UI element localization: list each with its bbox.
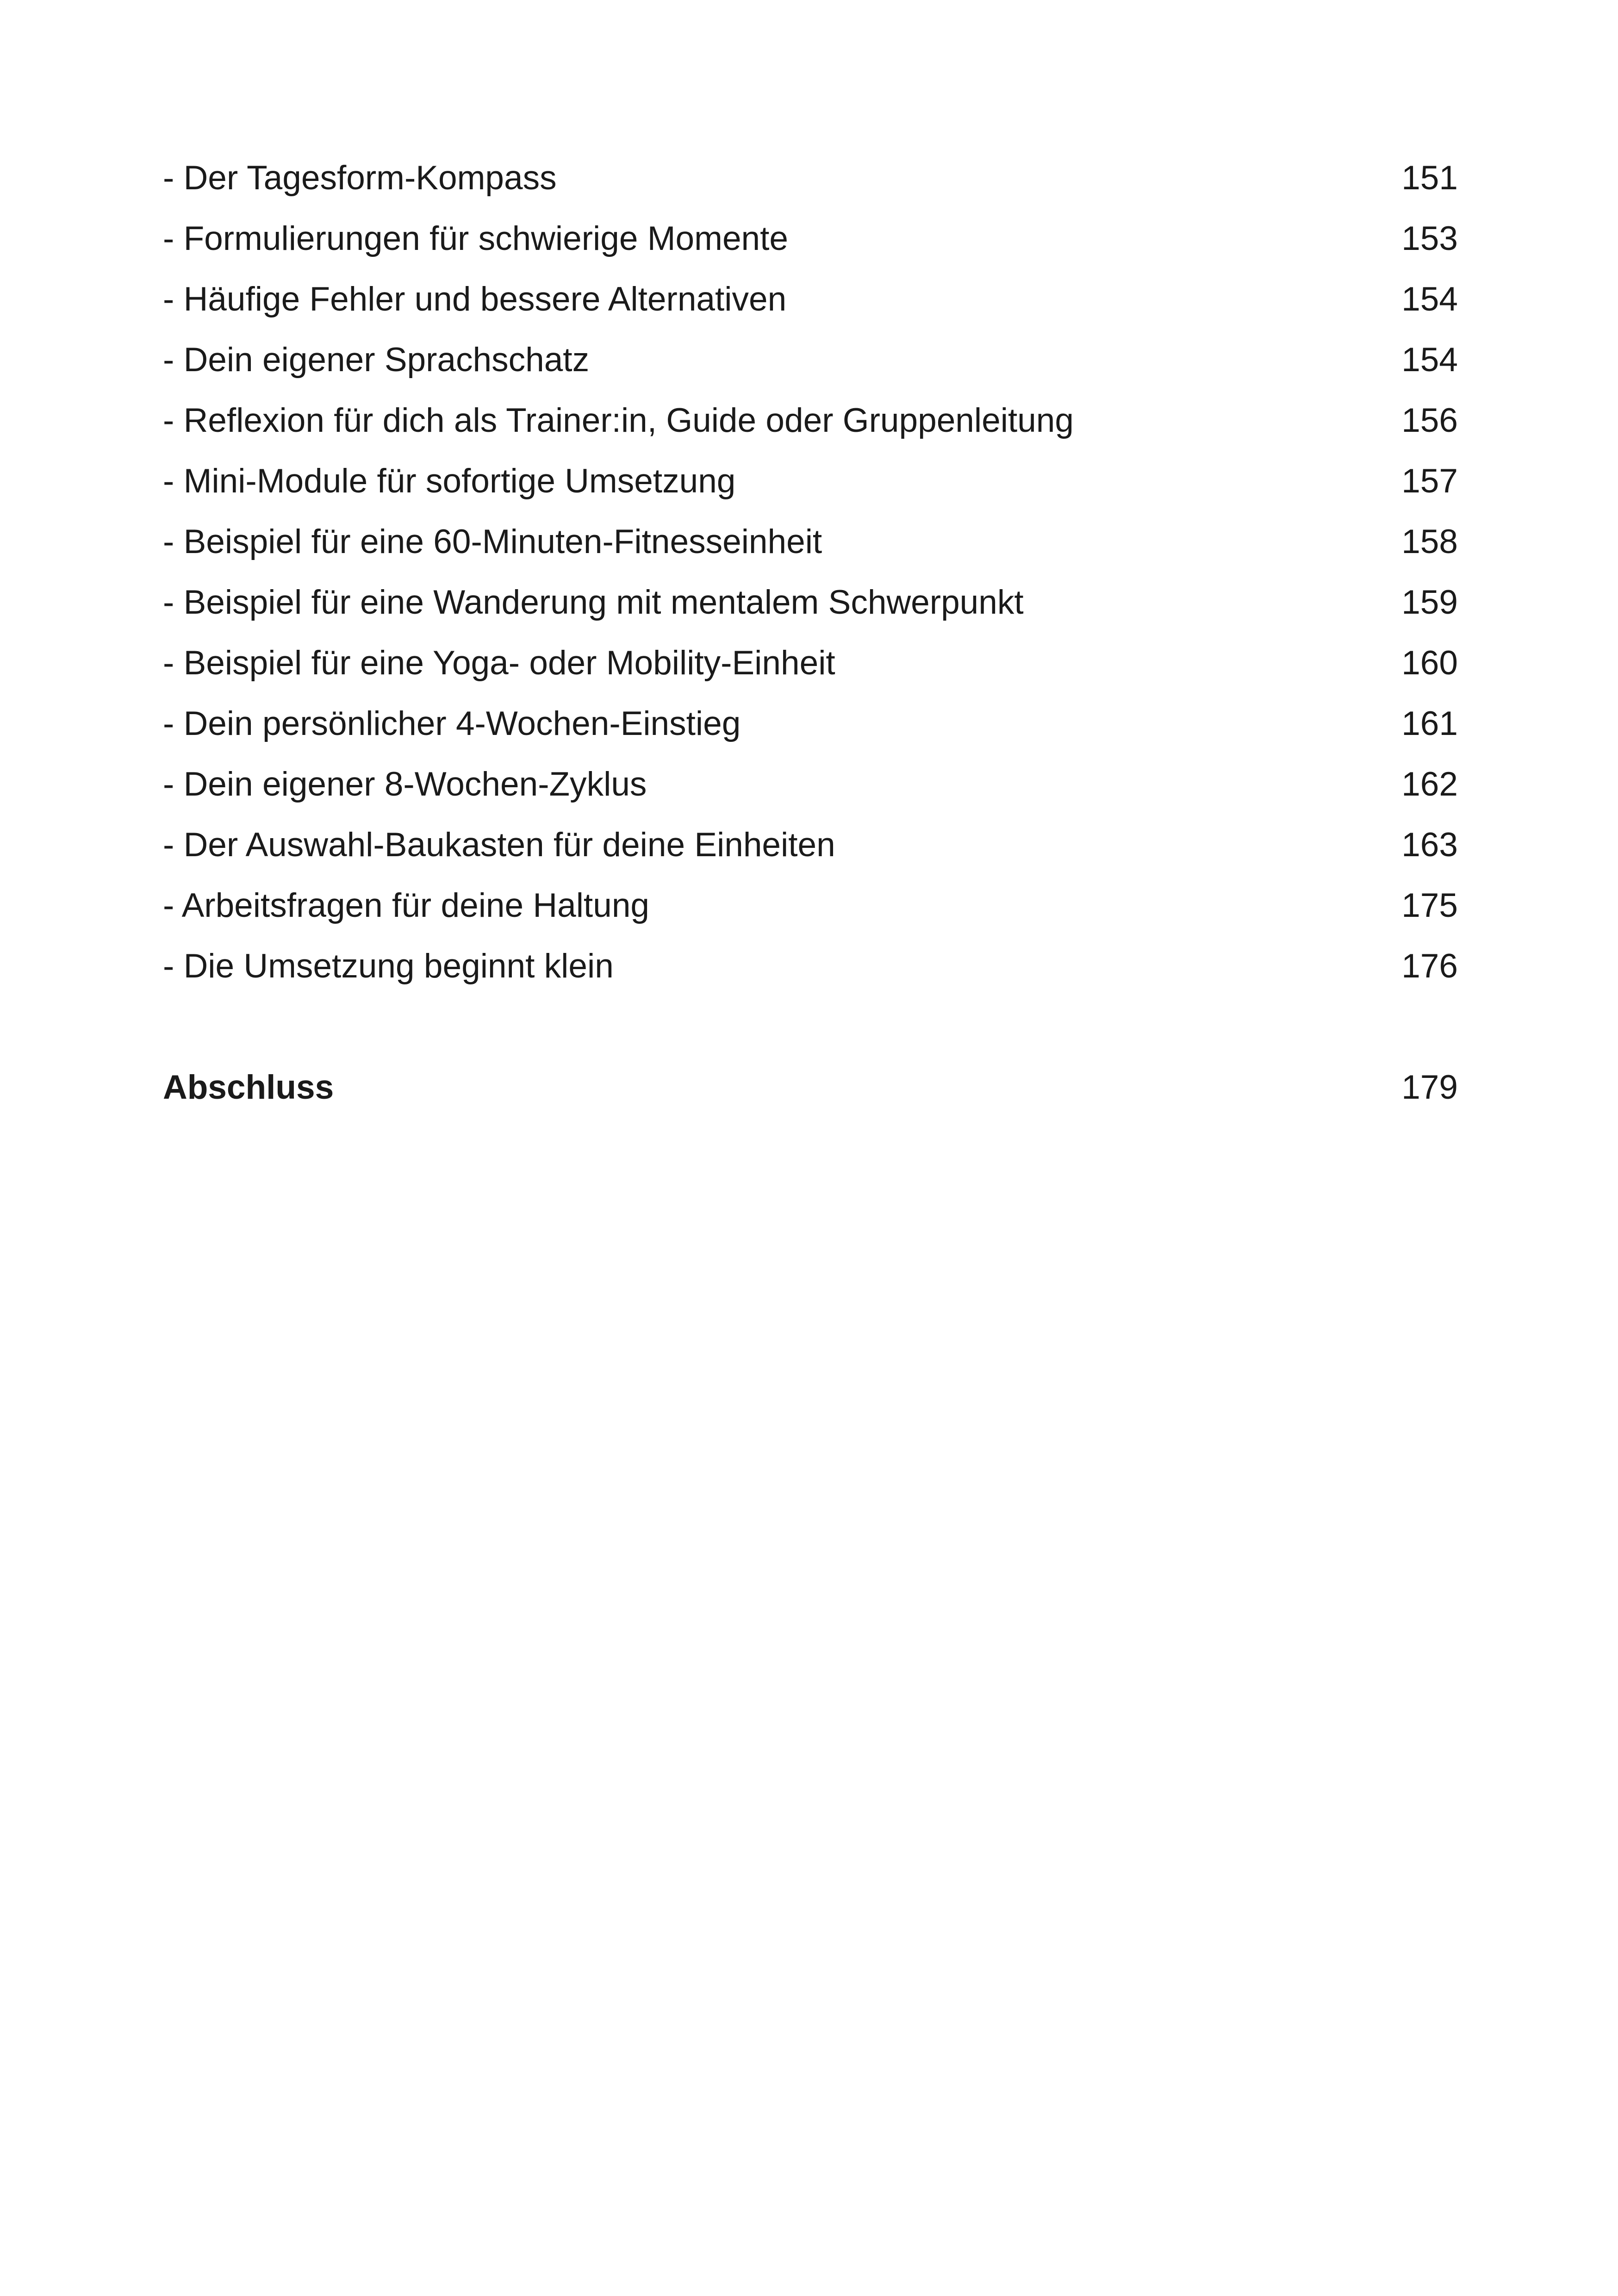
toc-chapter-entry: [163, 1062, 1458, 1113]
toc-entry-page: 154: [1401, 341, 1458, 379]
toc-entry-title: - Formulierungen für schwierige Momente: [163, 220, 789, 257]
toc-entry-page: 159: [1401, 584, 1458, 621]
toc-entry: [163, 153, 1458, 204]
toc-entry-page: 163: [1401, 826, 1458, 864]
toc-entry: [163, 456, 1458, 507]
toc-entry: [163, 577, 1458, 628]
toc-entry: [163, 820, 1458, 871]
toc-entry: [163, 759, 1458, 810]
toc-entry-page: 160: [1401, 644, 1458, 682]
toc-entry-page: 158: [1401, 523, 1458, 560]
toc-entry-page: 175: [1401, 887, 1458, 924]
toc-entry-page: 151: [1401, 159, 1458, 197]
toc-entry-title: - Dein eigener Sprachschatz: [163, 341, 590, 379]
toc-entry-title: - Beispiel für eine Yoga- oder Mobility-Einheit: [163, 644, 835, 682]
toc-entry-title: - Die Umsetzung beginnt klein: [163, 947, 614, 985]
toc-entry-title: - Der Tagesform-Kompass: [163, 159, 557, 197]
toc-chapter-page: 179: [1401, 1069, 1458, 1106]
toc-entry: [163, 638, 1458, 689]
toc-entry-title: - Beispiel für eine Wanderung mit mentalem Schwerpunkt: [163, 584, 1024, 621]
toc-entry-title: - Beispiel für eine 60-Minuten-Fitnesseinheit: [163, 523, 822, 560]
toc-entry-title: - Reflexion für dich als Trainer:in, Guide oder Gruppenleitung: [163, 402, 1074, 439]
toc-entry-title: - Dein eigener 8-Wochen-Zyklus: [163, 765, 647, 803]
toc-entry: [163, 698, 1458, 749]
toc-entry: [163, 941, 1458, 992]
toc-entry-page: 157: [1401, 462, 1458, 500]
toc-entry: [163, 335, 1458, 386]
toc-entry-title: - Dein persönlicher 4-Wochen-Einstieg: [163, 705, 741, 742]
toc-entry-page: 153: [1401, 220, 1458, 257]
toc-entry-page: 161: [1401, 705, 1458, 742]
toc-entry-title: - Arbeitsfragen für deine Haltung: [163, 887, 650, 924]
toc-entry-title: - Mini-Module für sofortige Umsetzung: [163, 462, 736, 500]
toc-entry: [163, 395, 1458, 446]
toc-entry-title: - Häufige Fehler und bessere Alternativen: [163, 280, 787, 318]
toc-entry: [163, 274, 1458, 325]
toc-entry-page: 162: [1401, 765, 1458, 803]
toc-entry-title: - Der Auswahl-Baukasten für deine Einheiten: [163, 826, 835, 864]
toc-entry: [163, 213, 1458, 264]
toc-entry: [163, 880, 1458, 931]
toc-entry-page: 176: [1401, 947, 1458, 985]
toc-entry-page: 154: [1401, 280, 1458, 318]
toc-entry-page: 156: [1401, 402, 1458, 439]
toc-chapter-title: Abschluss: [163, 1069, 334, 1106]
toc-entry: [163, 516, 1458, 567]
